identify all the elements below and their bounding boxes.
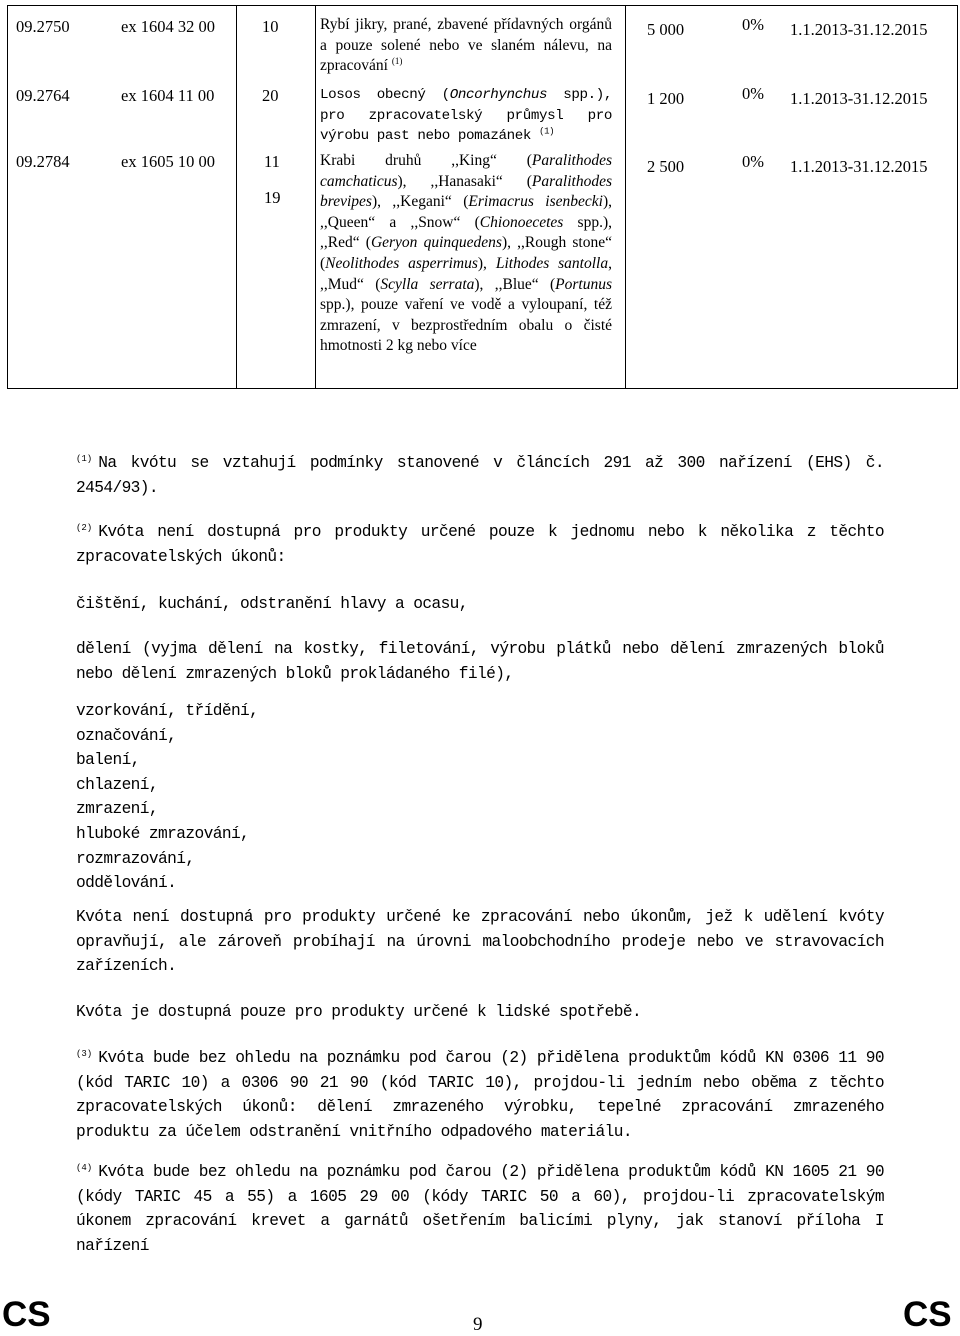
row2-cn-code: ex 1604 11 00: [121, 86, 215, 105]
list-item: rozmrazování,: [76, 849, 195, 868]
row1-duty: 0%: [742, 15, 764, 34]
row2-description: Losos obecný (Oncorhynchus spp.), pro zpracovatelský průmysl pro výrobu past nebo pomazánek $^{(1)}$: [320, 87, 612, 145]
footnote-2-paragraph-4: Kvóta je dostupná pouze pro produkty určené k lidské spotřebě.: [76, 1003, 642, 1021]
row2-taric: 20: [262, 86, 279, 105]
list-item: balení,: [76, 751, 140, 770]
footnote-1: [76, 451, 884, 500]
page-number: 9: [473, 1314, 483, 1335]
footnote-2-mark: (2): [76, 522, 93, 533]
column-divider-volume: [625, 5, 626, 389]
list-item: zmrazení,: [76, 800, 159, 819]
footnote-1-mark: (1): [76, 453, 93, 464]
row1-cn-code: ex 1604 32 00: [121, 17, 215, 36]
row3-taric: 11: [264, 152, 280, 171]
row1-description: Rybí jikry, prané, zbavené přídavných orgánů a pouze solené nebo ve slaném nálevu, na zpracování $^{(1)}$: [320, 16, 612, 75]
row1-volume: 5 000: [647, 20, 685, 39]
table-top-border: [7, 5, 958, 6]
table-right-border: [957, 5, 958, 389]
row3-duty: 0%: [742, 152, 764, 171]
footnote-4: [76, 1160, 884, 1258]
row1-taric: 10: [262, 17, 279, 36]
table-left-border: [7, 5, 8, 389]
list-item: označování,: [76, 726, 177, 745]
footnote-2: [76, 520, 884, 569]
table-bottom-border: [7, 388, 958, 389]
footnote-4-mark: (4): [76, 1162, 93, 1173]
row3-description: Krabi druhů ,,King“ (Paralithodes camchaticus), ,,Hanasaki“ (Paralithodes brevipes), ,,Kegani“ (Erimacrus isenbecki), ,,Queen“ a ,,Snow“ (Chionoecetes spp.), ,,Red“ (Geryon quinquedens), ,,Rough stone“ (Neolithodes asperrimus), Lithodes santolla, ,,Mud“ (Scylla serrata), ,,Blue“ (Portunus spp.), pouze vaření ve vodě a vyloupaní, též zmrazení, v bezprostředním obalu o čisté hmotnosti 2 kg nebo více: [320, 152, 612, 355]
row3-period: 1.1.2013-31.12.2015: [790, 157, 928, 176]
footer-language-left: CS: [2, 1295, 51, 1334]
footnote-4-text: Kvóta bude bez ohledu na poznámku pod čarou (2) přidělena produktům kódů KN 1605 21 90 (kódy TARIC 45 a 55) a 1605 29 00 (kódy TARIC 50 a 60), projdou-li zpracovatelským úkonem zpracování krevet a garnátů ošetřením balicími plyny, jak stanoví příloha I nařízení: [76, 1163, 884, 1255]
row1-order-number: 09.2750: [16, 17, 70, 36]
footnote-2-paragraph-1: čištění, kuchání, odstranění hlavy a ocasu,: [76, 595, 468, 613]
row3-cn-code: ex 1605 10 00: [121, 152, 215, 171]
column-divider-taric: [236, 5, 237, 389]
row2-order-number: 09.2764: [16, 86, 70, 105]
row3-order-number: 09.2784: [16, 152, 70, 171]
list-item: hluboké zmrazování,: [76, 824, 250, 843]
footnote-3-mark: (3): [76, 1048, 93, 1059]
footnote-3: [76, 1046, 884, 1144]
row1-period: 1.1.2013-31.12.2015: [790, 20, 928, 39]
footnote-2-text: Kvóta není dostupná pro produkty určené pouze k jednomu nebo k několika z těchto zpracovatelských úkonů:: [76, 523, 884, 566]
row3-volume: 2 500: [647, 157, 685, 176]
column-divider-description: [315, 5, 316, 389]
list-item: oddělování.: [76, 874, 177, 893]
footnote-2-paragraph-2: dělení (vyjma dělení na kostky, filetování, výrobu plátků nebo dělení zmrazených bloků nebo dělení zmrazených bloků prokládaného filé),: [76, 640, 884, 683]
footnote-3-text: Kvóta bude bez ohledu na poznámku pod čarou (2) přidělena produktům kódů KN 0306 11 90 (kód TARIC 10) a 0306 90 21 90 (kód TARIC 10), projdou-li jedním nebo oběma z těchto zpracovatelských úkonů: dělení zmrazeného výrobku, tepelné zpracování zmrazeného produktu za účelem odstranění vnitřního odpadového materiálu.: [76, 1049, 884, 1141]
row2-duty: 0%: [742, 84, 764, 103]
list-item: vzorkování, třídění,: [76, 702, 259, 720]
footer-language-right: CS: [903, 1295, 952, 1334]
footnote-1-text: Na kvótu se vztahují podmínky stanovené v článcích 291 až 300 nařízení (EHS) č. 2454/93).: [76, 454, 884, 497]
footnote-2-operations-list: [76, 699, 258, 896]
list-item: chlazení,: [76, 775, 159, 794]
row3-taric-secondary: 19: [264, 188, 281, 207]
row2-volume: 1 200: [647, 89, 685, 108]
row2-period: 1.1.2013-31.12.2015: [790, 89, 928, 108]
footnote-2-paragraph-3: Kvóta není dostupná pro produkty určené ke zpracování nebo úkonům, jež k udělení kvóty opravňují, ale zároveň probíhají na úrovni maloobchodního prodeje nebo ve stravovacích zařízeních.: [76, 908, 884, 975]
